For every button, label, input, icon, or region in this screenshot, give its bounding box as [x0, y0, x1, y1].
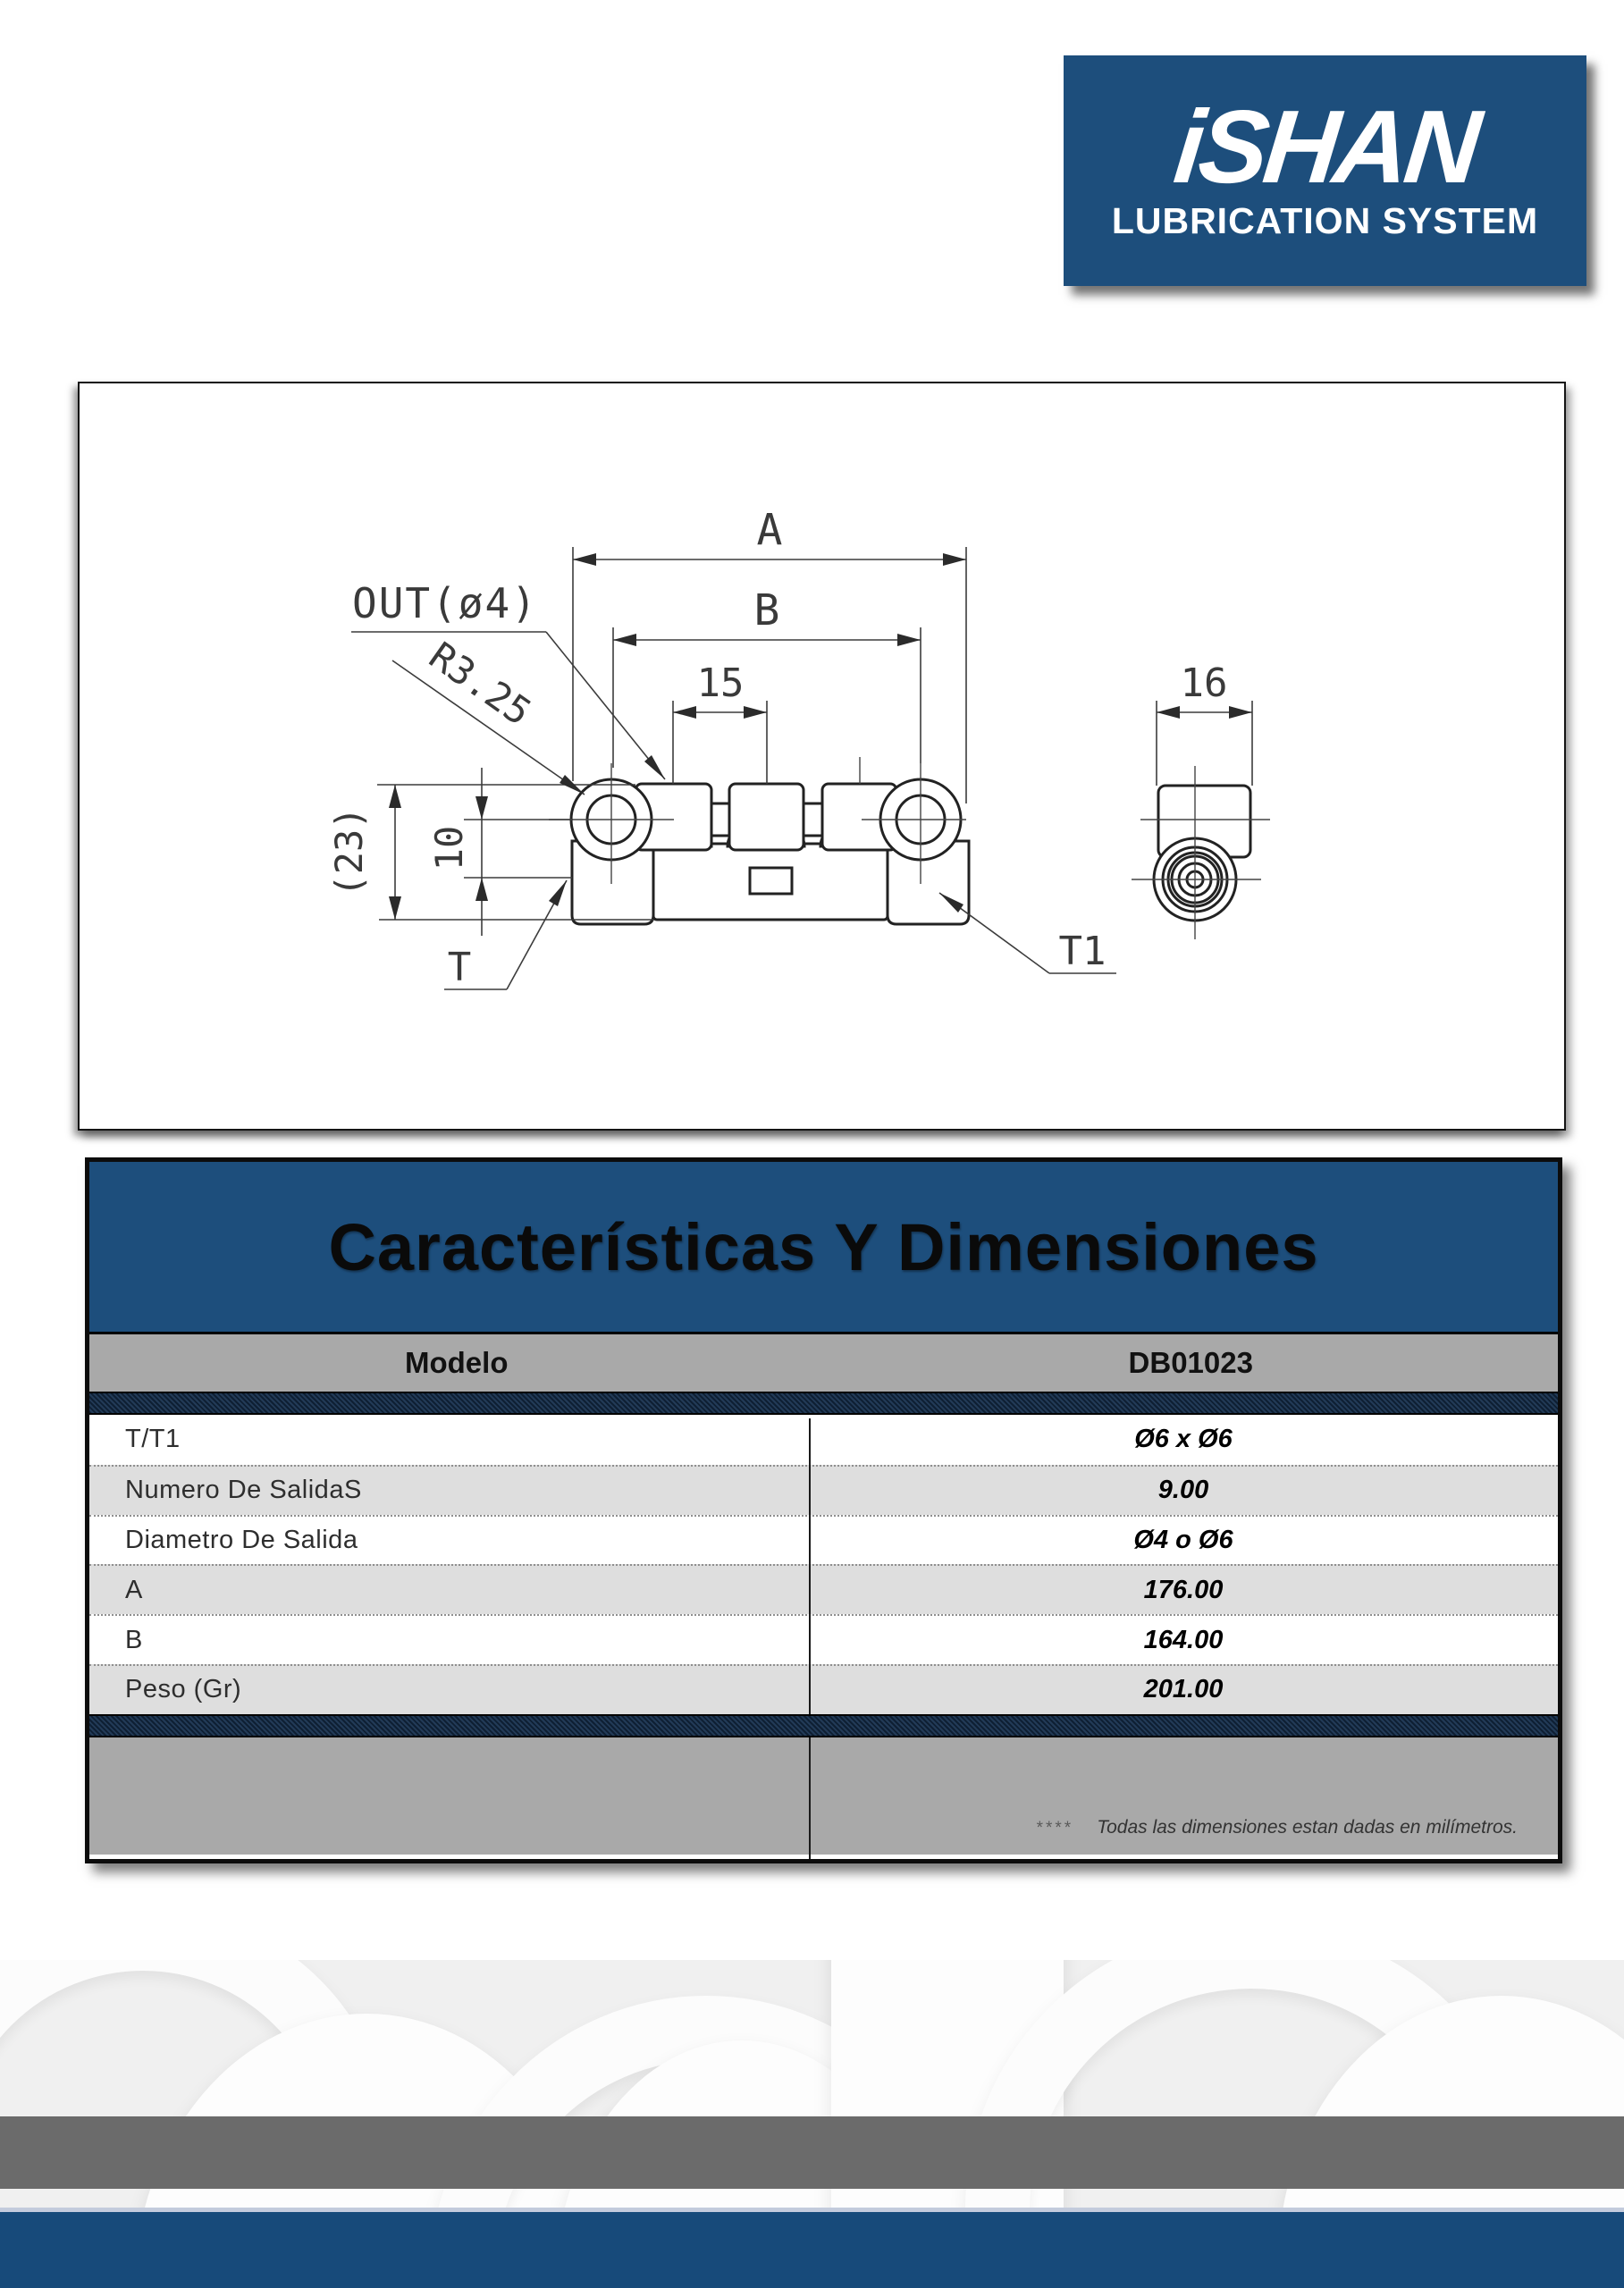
dim-label-b: B	[753, 585, 780, 635]
table-row	[89, 1614, 1558, 1664]
arrowhead	[1229, 706, 1252, 719]
specs-table	[85, 1157, 1562, 1863]
brand-tagline: LUBRICATION SYSTEM	[1111, 199, 1539, 241]
row-label: Peso (Gr)	[125, 1675, 242, 1704]
outlet-tab	[804, 803, 822, 836]
row-value: Ø4 o Ø6	[1133, 1525, 1233, 1554]
arrowhead	[549, 880, 567, 906]
table-row	[89, 1415, 1558, 1465]
specs-header	[89, 1162, 1558, 1334]
technical-drawing-panel	[78, 382, 1566, 1131]
arrowhead	[389, 785, 401, 808]
outlet-tab	[711, 803, 729, 836]
specs-title: Características Y Dimensiones	[328, 1209, 1319, 1284]
decorative-footer	[0, 1960, 1624, 2288]
dim-label-16: 16	[1180, 660, 1228, 706]
arrowhead	[644, 755, 665, 779]
row-value: 176.00	[1143, 1575, 1224, 1604]
brand-wordmark: iSHAN	[1168, 88, 1482, 206]
row-label: T/T1	[125, 1425, 181, 1454]
center-port	[750, 868, 792, 894]
brand-logo	[1064, 55, 1586, 286]
row-label: A	[125, 1575, 143, 1604]
arrowhead	[1157, 706, 1180, 719]
spec-rows	[89, 1415, 1558, 1714]
radius-label: R3.25	[421, 633, 540, 735]
row-value: Ø6 x Ø6	[1134, 1425, 1233, 1454]
arrowhead	[673, 706, 696, 719]
row-value: 201.00	[1143, 1675, 1224, 1704]
footnote-stars: ****	[1036, 1818, 1074, 1838]
footnote-text: Todas las dimensiones estan dadas en milímetros.	[1097, 1816, 1518, 1838]
outlet-block	[729, 784, 804, 850]
arrowhead	[613, 634, 636, 646]
arrowhead	[573, 553, 596, 566]
leader-line	[546, 632, 665, 779]
column-divider	[809, 1418, 811, 1859]
table-row	[89, 1664, 1558, 1714]
footer-gray-bar	[0, 2116, 1624, 2189]
arrowhead	[897, 634, 921, 646]
table-row	[89, 1564, 1558, 1614]
table-row	[89, 1465, 1558, 1515]
row-value: 164.00	[1143, 1625, 1224, 1654]
table-row	[89, 1515, 1558, 1565]
dim-label-10: 10	[427, 825, 471, 871]
specs-footer	[89, 1737, 1558, 1855]
row-label: Diametro De Salida	[125, 1525, 358, 1554]
t1-label: T1	[1058, 929, 1107, 974]
model-label: Modelo	[405, 1346, 509, 1379]
row-label: Numero De SalidaS	[125, 1476, 362, 1505]
footer-navy-bar	[0, 2208, 1624, 2288]
arrowhead	[475, 796, 488, 820]
technical-drawing	[80, 383, 1564, 1129]
row-value: 9.00	[1157, 1476, 1209, 1505]
footnote	[1037, 1817, 1518, 1838]
arrowhead	[943, 553, 966, 566]
dim-label-23: (23)	[327, 806, 371, 897]
row-label: B	[125, 1625, 143, 1654]
dim-label-a: A	[756, 505, 783, 555]
separator-bar-bottom	[89, 1714, 1558, 1737]
arrowhead	[389, 896, 401, 920]
model-value: DB01023	[1128, 1346, 1253, 1379]
arrowhead	[744, 706, 767, 719]
arrowhead	[475, 878, 488, 901]
model-row	[89, 1334, 1558, 1392]
out-label: OUT(ø4)	[352, 579, 538, 627]
dim-label-15: 15	[696, 660, 745, 706]
separator-bar-top	[89, 1392, 1558, 1415]
t-label: T	[447, 945, 472, 990]
